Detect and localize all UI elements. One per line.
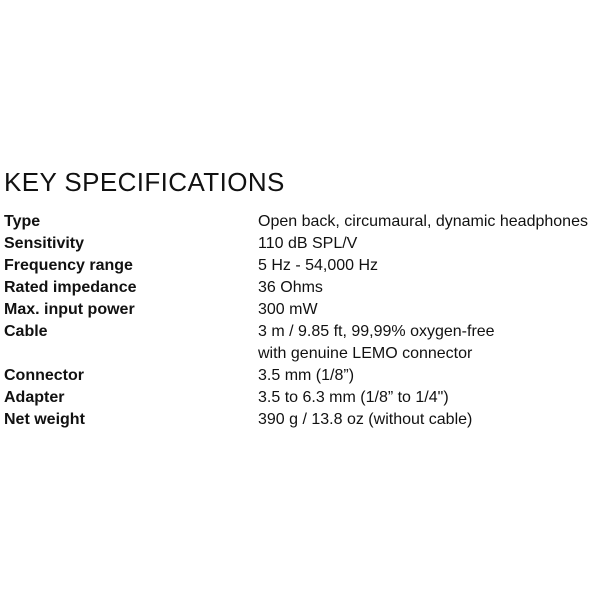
spec-value-line: 300 mW: [258, 301, 318, 318]
spec-value: [258, 211, 600, 233]
spec-table: [4, 211, 600, 431]
spec-value-line: 3.5 mm (1/8”): [258, 367, 355, 384]
spec-value-line: 3.5 to 6.3 mm (1/8” to 1/4"): [258, 389, 449, 406]
spec-value-line: with genuine LEMO connector: [258, 345, 473, 362]
spec-row-adapter: [4, 387, 600, 409]
spec-row-connector: [4, 365, 600, 387]
spec-value-line: Open back, circumaural, dynamic headphones: [258, 213, 588, 230]
spec-label: Frequency range: [4, 257, 133, 274]
spec-value-line: 36 Ohms: [258, 279, 323, 296]
spec-value: [258, 255, 600, 277]
spec-label: Connector: [4, 367, 84, 384]
spec-value-line: 5 Hz - 54,000 Hz: [258, 257, 379, 274]
spec-value: [258, 277, 600, 299]
spec-label: Max. input power: [4, 301, 135, 318]
spec-row-type: [4, 211, 600, 233]
spec-row-net-weight: [4, 409, 600, 431]
spec-label: Adapter: [4, 389, 65, 406]
page-title: KEY SPECIFICATIONS: [4, 167, 285, 197]
spec-label: Rated impedance: [4, 279, 137, 296]
spec-value-line: 110 dB SPL/V: [258, 235, 358, 252]
spec-row-frequency-range: [4, 255, 600, 277]
spec-value: [258, 409, 600, 431]
spec-value: [258, 233, 600, 255]
spec-value-line: 390 g / 13.8 oz (without cable): [258, 411, 473, 428]
spec-label: Cable: [4, 323, 48, 340]
spec-row-cable: [4, 321, 600, 365]
spec-label: Sensitivity: [4, 235, 85, 252]
spec-label: Net weight: [4, 411, 85, 428]
spec-value: [258, 299, 600, 321]
spec-value: [258, 365, 600, 387]
spec-value: [258, 387, 600, 409]
spec-row-rated-impedance: [4, 277, 600, 299]
spec-value-line: 3 m / 9.85 ft, 99,99% oxygen-free: [258, 323, 495, 340]
spec-value: [258, 321, 600, 365]
spec-row-max-input-power: [4, 299, 600, 321]
spec-row-sensitivity: [4, 233, 600, 255]
spec-label: Type: [4, 213, 41, 230]
